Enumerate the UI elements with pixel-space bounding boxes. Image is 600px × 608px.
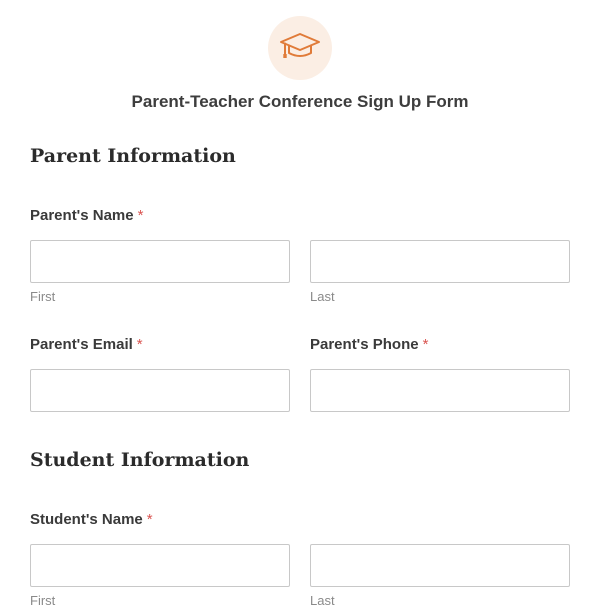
- student-last-name-input[interactable]: [310, 544, 570, 587]
- parent-email-label: [30, 336, 143, 353]
- required-asterisk: *: [137, 207, 144, 224]
- student-section-heading: Student Information: [30, 449, 250, 471]
- form-logo: [268, 16, 332, 80]
- parent-phone-label-text: Parent's Phone: [310, 336, 419, 353]
- parent-email-label-text: Parent's Email: [30, 336, 133, 353]
- graduation-cap-icon: [279, 31, 321, 66]
- student-name-label-text: Student's Name: [30, 511, 143, 528]
- parent-section-heading: Parent Information: [30, 145, 236, 167]
- required-asterisk: *: [422, 336, 429, 353]
- required-asterisk: *: [136, 336, 143, 353]
- student-name-label: [30, 511, 153, 528]
- parent-name-label-text: Parent's Name: [30, 207, 134, 224]
- student-first-name-input[interactable]: [30, 544, 290, 587]
- parent-first-name-input[interactable]: [30, 240, 290, 283]
- student-last-sublabel: Last: [310, 593, 335, 608]
- parent-first-sublabel: First: [30, 289, 56, 304]
- parent-phone-input[interactable]: [310, 369, 570, 412]
- parent-email-input[interactable]: [30, 369, 290, 412]
- parent-last-name-input[interactable]: [310, 240, 570, 283]
- required-asterisk: *: [146, 511, 153, 528]
- student-first-sublabel: First: [30, 593, 56, 608]
- form-title: Parent-Teacher Conference Sign Up Form: [131, 92, 469, 111]
- parent-phone-label: [310, 336, 428, 353]
- parent-name-label: [30, 207, 143, 224]
- parent-last-sublabel: Last: [310, 289, 335, 304]
